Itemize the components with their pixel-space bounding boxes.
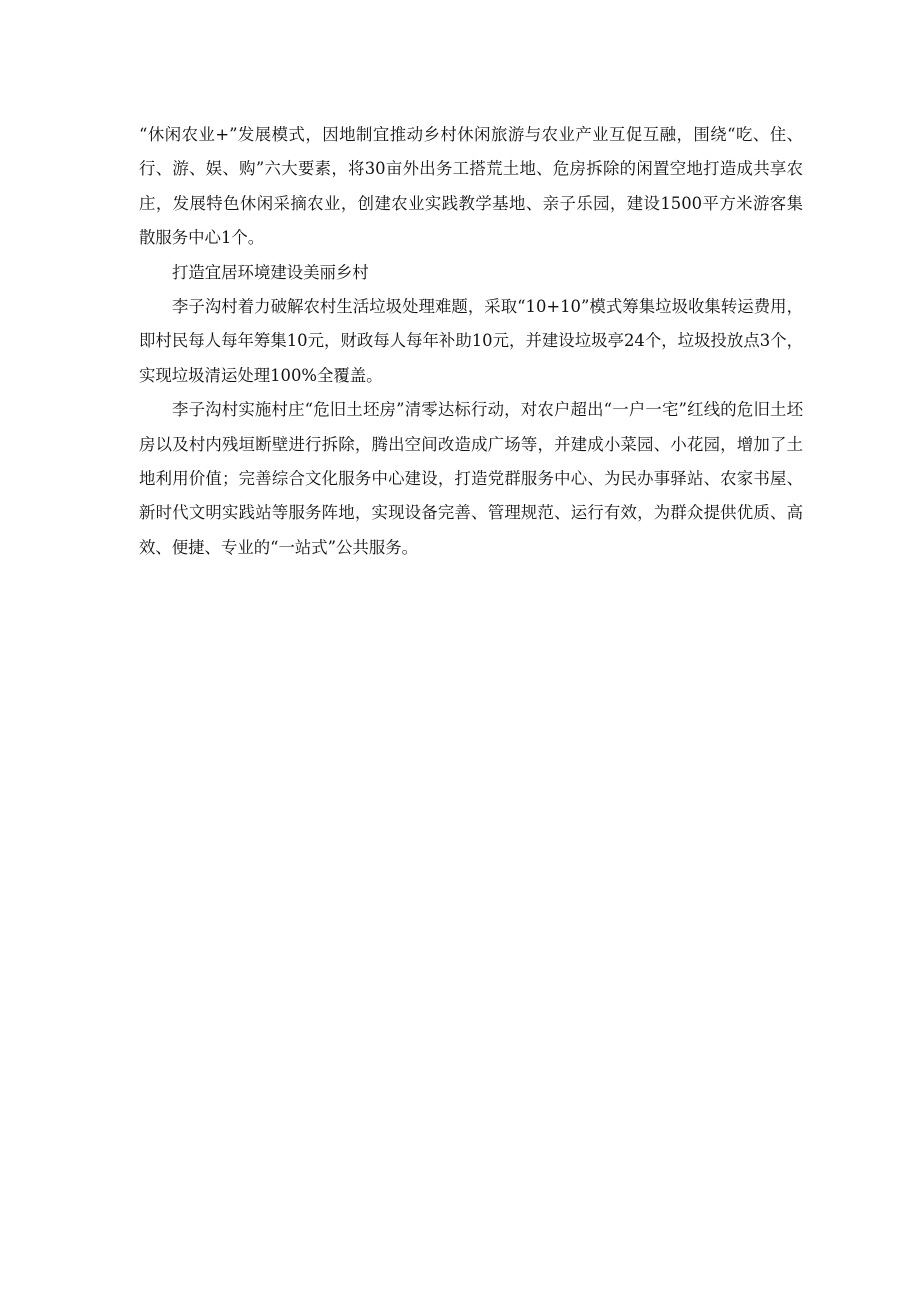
paragraph-leisure-agriculture: “休闲农业+”发展模式，因地制宜推动乡村休闲旅游与农业产业互促互融，围绕“吃、住、行、游、娱、购”六大要素，将30亩外出务工搭荒土地、危房拆除的闲置空地打造成共享农庄，发展特色休闲采摘农业，创建农业实践教学基地、亲子乐园，建设1500平方米游客集散服务中心1个。 xyxy=(139,125,803,248)
paragraph-garbage-handling: 李子沟村着力破解农村生活垃圾处理难题，采取“10+10”模式筹集垃圾收集转运费用，即村民每人每年筹集10元，财政每人每年补助10元，并建设垃圾亭24个，垃圾投放点3个，实现垃圾清运处理100%全覆盖。 xyxy=(139,297,803,385)
document-page xyxy=(139,118,803,565)
section-heading-livable-environment: 打造宜居环境建设美丽乡村 xyxy=(172,262,369,282)
paragraph-dilapidated-houses: 李子沟村实施村庄“危旧土坯房”清零达标行动，对农户超出“一户一宅”红线的危旧土坯房以及村内残垣断壁进行拆除，腾出空间改造成广场等，并建成小菜园、小花园，增加了土地利用价值；完善综合文化服务中心建设，打造党群服务中心、为民办事驿站、农家书屋、新时代文明实践站等服务阵地，实现设备完善、管理规范、运行有效，为群众提供优质、高效、便捷、专业的“一站式”公共服务。 xyxy=(139,400,803,557)
